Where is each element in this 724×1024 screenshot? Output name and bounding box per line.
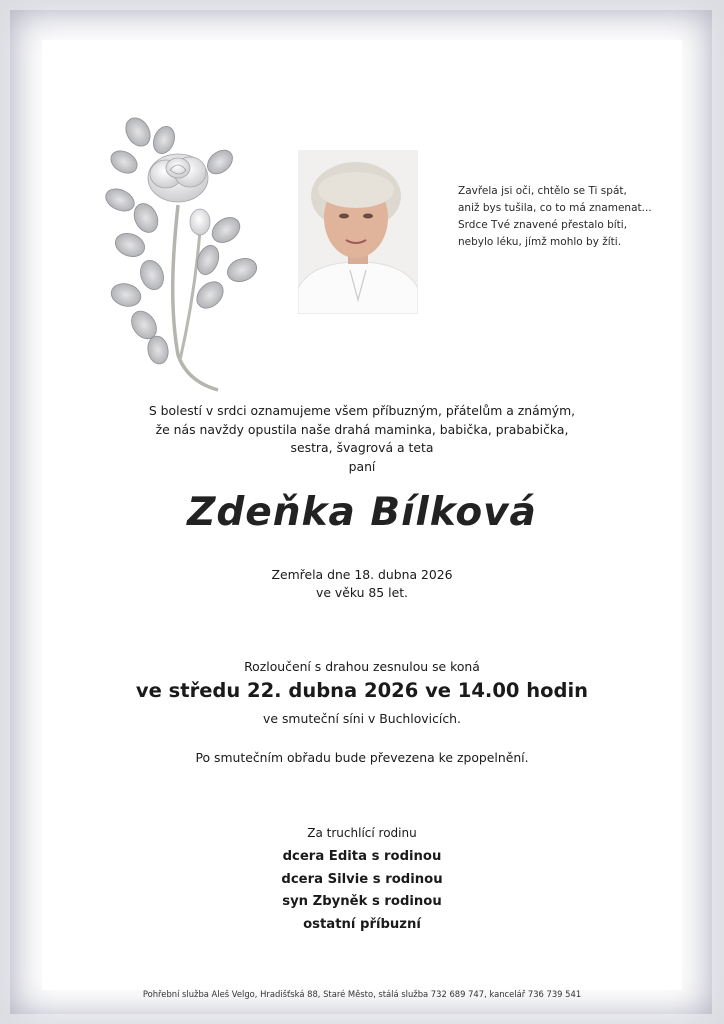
death-age: ve věku 85 let. xyxy=(315,585,408,600)
funeral-service-footer: Pohřební služba Aleš Velgo, Hradišťská 88, Staré Město, stálá služba 732 689 747, kancelář 736 739 541 xyxy=(142,989,582,999)
announcement-line: paní xyxy=(348,458,376,474)
cremation-note: Po smutečním obřadu bude převezena ke zpopelnění. xyxy=(195,750,529,765)
deceased-name: Zdeňka Bílková xyxy=(187,490,537,535)
poem xyxy=(458,183,678,251)
announcement-text xyxy=(0,402,724,476)
farewell-place: ve smuteční síni v Buchlovicích. xyxy=(263,711,461,726)
farewell-date: ve středu 22. dubna 2026 ve 14.00 hodin xyxy=(135,679,589,702)
announcement-line: že nás navždy opustila naše drahá maminka, babička, prababička, xyxy=(155,421,569,437)
death-date: Zemřela dne 18. dubna 2026 xyxy=(271,567,453,582)
mourner: ostatní příbuzní xyxy=(303,916,421,932)
mourners-list xyxy=(0,846,724,936)
rose-illustration xyxy=(100,110,260,395)
poem-line: aniž bys tušila, co to má znamenat... xyxy=(458,202,652,214)
death-info xyxy=(0,566,724,602)
announcement-line: sestra, švagrová a teta xyxy=(290,440,434,455)
mourner: syn Zbyněk s rodinou xyxy=(282,894,442,909)
announcement-line: S bolestí v srdci oznamujeme všem příbuzným, přátelům a známým, xyxy=(148,403,576,418)
mourner: dcera Silvie s rodinou xyxy=(281,871,443,887)
poem-line: Zavřela jsi oči, chtělo se Ti spát, xyxy=(458,185,627,197)
portrait-photo xyxy=(298,150,418,314)
farewell-intro: Rozloučení s drahou zesnulou se koná xyxy=(244,659,480,674)
mourners-label: Za truchlící rodinu xyxy=(307,826,417,840)
poem-line: nebylo léku, jímž mohlo by žíti. xyxy=(458,236,622,248)
mourner: dcera Edita s rodinou xyxy=(282,849,442,864)
poem-line: Srdce Tvé znavené přestalo bíti, xyxy=(458,219,628,231)
